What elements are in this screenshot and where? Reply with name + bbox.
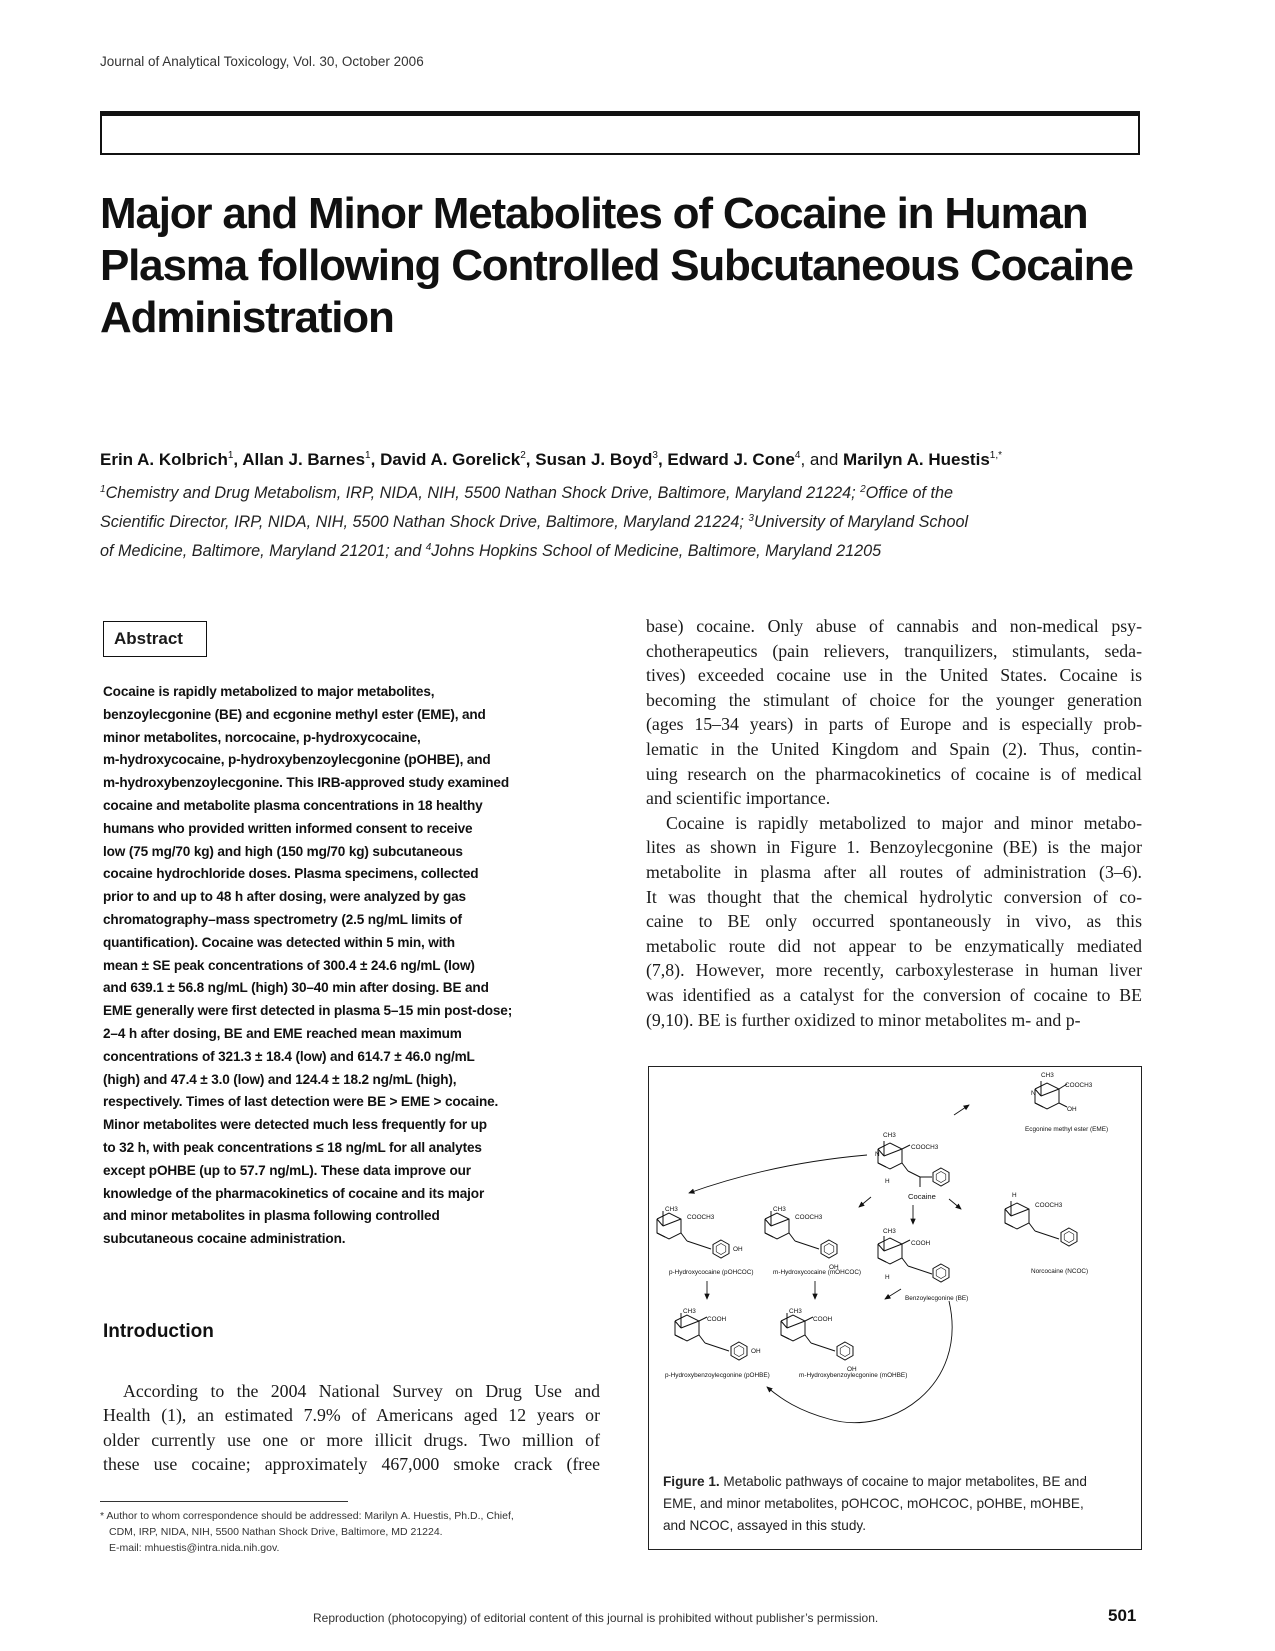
caption-label: Figure 1. bbox=[663, 1474, 720, 1489]
body-line: (9,10). BE is further oxidized to minor metabolites m- and p- bbox=[646, 1009, 1081, 1030]
affil-sup: 2 bbox=[860, 484, 866, 495]
atom-label: OH bbox=[733, 1246, 743, 1253]
abstract-line: and minor metabolites in plasma following controlled bbox=[103, 1208, 440, 1224]
metabolic-pathway-diagram bbox=[649, 1067, 1143, 1467]
abstract-line: m-hydroxycocaine, p-hydroxybenzoylecgonine (pOHBE), and bbox=[103, 752, 491, 768]
author-sep: , bbox=[233, 450, 243, 469]
atom-label: CH3 bbox=[683, 1308, 696, 1315]
abstract-line: (high) and 47.4 ± 3.0 (low) and 124.4 ± 18.2 ng/mL (high), bbox=[103, 1071, 457, 1087]
caption-line: and NCOC, assayed in this study. bbox=[663, 1518, 866, 1533]
author-sep: , and bbox=[800, 450, 844, 469]
figure-1 bbox=[648, 1066, 1142, 1550]
abstract-line: benzoylecgonine (BE) and ecgonine methyl ester (EME), and bbox=[103, 706, 486, 722]
author-name: David A. Gorelick bbox=[380, 450, 521, 469]
abstract-line: except pOHBE (up to 57.7 ng/mL). These data improve our bbox=[103, 1162, 471, 1178]
intro-line: According to the 2004 National Survey on Drug Use and bbox=[123, 1381, 600, 1401]
author-name: Marilyn A. Huestis bbox=[843, 450, 990, 469]
abstract-line: EME generally were first detected in plasma 5–15 min post-dose; bbox=[103, 1003, 513, 1019]
body-line: (7,8). However, more recently, carboxylesterase in human liver bbox=[646, 960, 1142, 981]
affil-sup: 1 bbox=[100, 484, 106, 495]
atom-label: COOCH3 bbox=[1065, 1082, 1093, 1089]
abstract-line: prior to and up to 48 h after dosing, were analyzed by gas bbox=[103, 889, 466, 905]
body-line: uing research on the pharmacokinetics of cocaine is of medical bbox=[646, 763, 1142, 784]
correspondence-footnote bbox=[100, 1508, 600, 1556]
atom-label: CH3 bbox=[883, 1228, 896, 1235]
compound-label: Norcocaine (NCOC) bbox=[1031, 1268, 1089, 1275]
affiliation-line bbox=[100, 477, 1120, 506]
atom-label: CH3 bbox=[883, 1132, 896, 1139]
abstract-line: to 32 h, with peak concentrations ≤ 18 ng/mL for all analytes bbox=[103, 1139, 482, 1155]
atom-label: COOCH3 bbox=[795, 1214, 823, 1221]
abstract-line: 2–4 h after dosing, BE and EME reached mean maximum bbox=[103, 1025, 462, 1041]
affil-text: University of Maryland School bbox=[753, 513, 969, 531]
atom-label: N bbox=[1031, 1090, 1036, 1097]
abstract-line: cocaine and metabolite plasma concentrations in 18 healthy bbox=[103, 797, 483, 813]
author-sep: , bbox=[370, 450, 381, 469]
title-line: Major and Minor Metabolites of Cocaine in Human bbox=[100, 189, 1088, 238]
body-line: lites as shown in Figure 1. Benzoylecgonine (BE) is the major bbox=[646, 837, 1142, 858]
header-rule-box bbox=[100, 111, 1140, 155]
author-list bbox=[100, 450, 1002, 470]
affil-text: Office of the bbox=[865, 484, 953, 502]
introduction-heading: Introduction bbox=[103, 1321, 214, 1342]
body-line: lematic in the United Kingdom and Spain (2). Thus, contin- bbox=[646, 738, 1142, 759]
compound-label: p-Hydroxybenzoylecgonine (pOHBE) bbox=[665, 1372, 770, 1379]
author-affil-sup: 1 bbox=[365, 450, 371, 461]
footnote-email[interactable]: E-mail: mhuestis@intra.nida.nih.gov. bbox=[109, 1542, 280, 1554]
abstract-line: respectively. Times of last detection were BE > EME > cocaine. bbox=[103, 1094, 499, 1110]
structure-eme bbox=[1035, 1081, 1067, 1109]
atom-label: H bbox=[885, 1274, 890, 1281]
compound-label: m-Hydroxycocaine (mOHCOC) bbox=[773, 1269, 862, 1276]
affil-text: of Medicine, Baltimore, Maryland 21201; and bbox=[100, 542, 426, 560]
author-sep: , bbox=[657, 450, 668, 469]
author-sep: , bbox=[525, 450, 536, 469]
atom-label: COOH bbox=[911, 1240, 931, 1247]
author-affil-sup: 1,* bbox=[989, 450, 1003, 461]
author-affil-sup: 4 bbox=[794, 450, 801, 461]
affiliations bbox=[100, 477, 1120, 564]
caption-line: EME, and minor metabolites, pOHCOC, mOHCOC, pOHBE, mOHBE, bbox=[663, 1496, 1084, 1511]
reproduction-notice: Reproduction (photocopying) of editorial content of this journal is prohibited without publisher’s permission. bbox=[313, 1611, 879, 1625]
body-line: Cocaine is rapidly metabolized to major and minor metabo- bbox=[666, 812, 1142, 833]
atom-label: H bbox=[885, 1178, 890, 1185]
body-line: chotherapeutics (pain relievers, tranquilizers, stimulants, seda- bbox=[646, 640, 1142, 661]
article-title bbox=[100, 188, 1133, 344]
caption-text: Metabolic pathways of cocaine to major metabolites, BE and bbox=[719, 1474, 1087, 1489]
affil-sup: 4 bbox=[425, 542, 432, 553]
body-line: tives) exceeded cocaine use in the United States. Cocaine is bbox=[646, 665, 1142, 686]
atom-label: COOH bbox=[813, 1316, 833, 1323]
author-name: Susan J. Boyd bbox=[535, 450, 653, 469]
compound-label: p-Hydroxycocaine (pOHCOC) bbox=[669, 1269, 754, 1276]
atom-label: CH3 bbox=[789, 1308, 802, 1315]
atom-label: N bbox=[875, 1151, 880, 1158]
intro-line: these use cocaine; approximately 467,000 smoke crack (free bbox=[103, 1453, 600, 1474]
atom-label: H bbox=[1012, 1192, 1017, 1199]
atom-label: OH bbox=[847, 1366, 857, 1373]
figure-caption bbox=[663, 1471, 1131, 1537]
title-line: Plasma following Controlled Subcutaneous Cocaine bbox=[100, 241, 1133, 290]
atom-label: COOCH3 bbox=[1035, 1202, 1063, 1209]
title-line: Administration bbox=[100, 293, 394, 342]
author-affil-sup: 2 bbox=[520, 450, 526, 461]
abstract-body bbox=[103, 681, 583, 1251]
body-line: metabolite in plasma after all routes of administration (3–6). bbox=[646, 861, 1142, 882]
abstract-line: m-hydroxybenzoylecgonine. This IRB-approved study examined bbox=[103, 775, 509, 791]
author-name: Edward J. Cone bbox=[667, 450, 795, 469]
body-line: caine to BE only occurred spontaneously in vivo, as this bbox=[646, 911, 1142, 932]
intro-line: older currently use one or more illicit drugs. Two million of bbox=[103, 1429, 600, 1450]
body-line: was identified as a catalyst for the conversion of cocaine to BE bbox=[646, 984, 1142, 1005]
abstract-line: Cocaine is rapidly metabolized to major metabolites, bbox=[103, 684, 435, 699]
abstract-line: and 639.1 ± 56.8 ng/mL (high) 30–40 min after dosing. BE and bbox=[103, 980, 489, 996]
atom-label: OH bbox=[751, 1348, 761, 1355]
affil-text: Johns Hopkins School of Medicine, Baltimore, Maryland 21205 bbox=[431, 542, 882, 560]
body-line: becoming the stimulant of choice for the younger generation bbox=[646, 689, 1142, 710]
footnote-divider bbox=[100, 1501, 348, 1502]
abstract-line: quantification). Cocaine was detected within 5 min, with bbox=[103, 934, 455, 950]
abstract-line: minor metabolites, norcocaine, p-hydroxycocaine, bbox=[103, 729, 421, 745]
running-head: Journal of Analytical Toxicology, Vol. 30, October 2006 bbox=[100, 54, 424, 69]
intro-line: Health (1), an estimated 7.9% of Americans aged 12 years or bbox=[103, 1405, 600, 1426]
author-affil-sup: 3 bbox=[652, 450, 658, 461]
abstract-line: chromatography–mass spectrometry (2.5 ng/mL limits of bbox=[103, 911, 462, 927]
compound-label: Ecgonine methyl ester (EME) bbox=[1025, 1126, 1109, 1133]
abstract-line: mean ± SE peak concentrations of 300.4 ± 24.6 ng/mL (low) bbox=[103, 957, 475, 973]
compound-label: Cocaine bbox=[908, 1192, 936, 1201]
abstract-line: cocaine hydrochloride doses. Plasma specimens, collected bbox=[103, 866, 479, 882]
compound-label: m-Hydroxybenzoylecgonine (mOHBE) bbox=[799, 1372, 908, 1379]
author-name: Erin A. Kolbrich bbox=[100, 450, 228, 469]
abstract-line: concentrations of 321.3 ± 18.4 (low) and 614.7 ± 46.0 ng/mL bbox=[103, 1048, 475, 1064]
atom-label: COOCH3 bbox=[687, 1214, 715, 1221]
atom-label: COOH bbox=[707, 1316, 727, 1323]
page-number: 501 bbox=[1108, 1606, 1137, 1625]
body-line: It was thought that the chemical hydrolytic conversion of co- bbox=[646, 886, 1142, 907]
abstract-line: knowledge of the pharmacokinetics of cocaine and its major bbox=[103, 1185, 485, 1201]
compound-label: Benzoylecgonine (BE) bbox=[905, 1295, 969, 1302]
author-name: Allan J. Barnes bbox=[242, 450, 366, 469]
body-line: metabolic route did not appear to be enzymatically mediated bbox=[646, 935, 1142, 956]
body-line: and scientific importance. bbox=[646, 788, 831, 809]
footnote-line: * Author to whom correspondence should be addressed: Marilyn A. Huestis, Ph.D., Chief, bbox=[100, 1510, 514, 1522]
abstract-line: Minor metabolites were detected much less frequently for up bbox=[103, 1117, 487, 1133]
introduction-body bbox=[103, 1379, 600, 1476]
abstract-line: subcutaneous cocaine administration. bbox=[103, 1231, 346, 1247]
affil-text: Scientific Director, IRP, NIDA, NIH, 5500 Nathan Shock Drive, Baltimore, Maryland 21224; bbox=[100, 513, 749, 531]
affil-text: Chemistry and Drug Metabolism, IRP, NIDA, NIH, 5500 Nathan Shock Drive, Baltimore, Maryland 21224; bbox=[105, 484, 861, 502]
atom-label: CH3 bbox=[1041, 1072, 1054, 1079]
caption-line bbox=[663, 1471, 1131, 1493]
atom-label: OH bbox=[1067, 1106, 1077, 1113]
author-affil-sup: 1 bbox=[227, 450, 234, 461]
abstract-line: humans who provided written informed consent to receive bbox=[103, 820, 473, 836]
affiliation-line bbox=[100, 535, 1120, 564]
atom-label: OH bbox=[829, 1264, 839, 1271]
atom-label: COOCH3 bbox=[911, 1144, 939, 1151]
right-column-text bbox=[646, 614, 1142, 1032]
abstract-heading: Abstract bbox=[103, 621, 207, 657]
atom-label: CH3 bbox=[773, 1206, 786, 1213]
affil-sup: 3 bbox=[748, 513, 754, 524]
footnote-line: CDM, IRP, NIDA, NIH, 5500 Nathan Shock Drive, Baltimore, MD 21224. bbox=[109, 1526, 443, 1538]
body-line: (ages 15–34 years) in parts of Europe and is especially prob- bbox=[646, 714, 1142, 735]
abstract-line: low (75 mg/70 kg) and high (150 mg/70 kg) subcutaneous bbox=[103, 843, 463, 859]
body-line: base) cocaine. Only abuse of cannabis and non-medical psy- bbox=[646, 616, 1142, 636]
atom-label: CH3 bbox=[665, 1206, 678, 1213]
affiliation-line bbox=[100, 506, 1120, 535]
